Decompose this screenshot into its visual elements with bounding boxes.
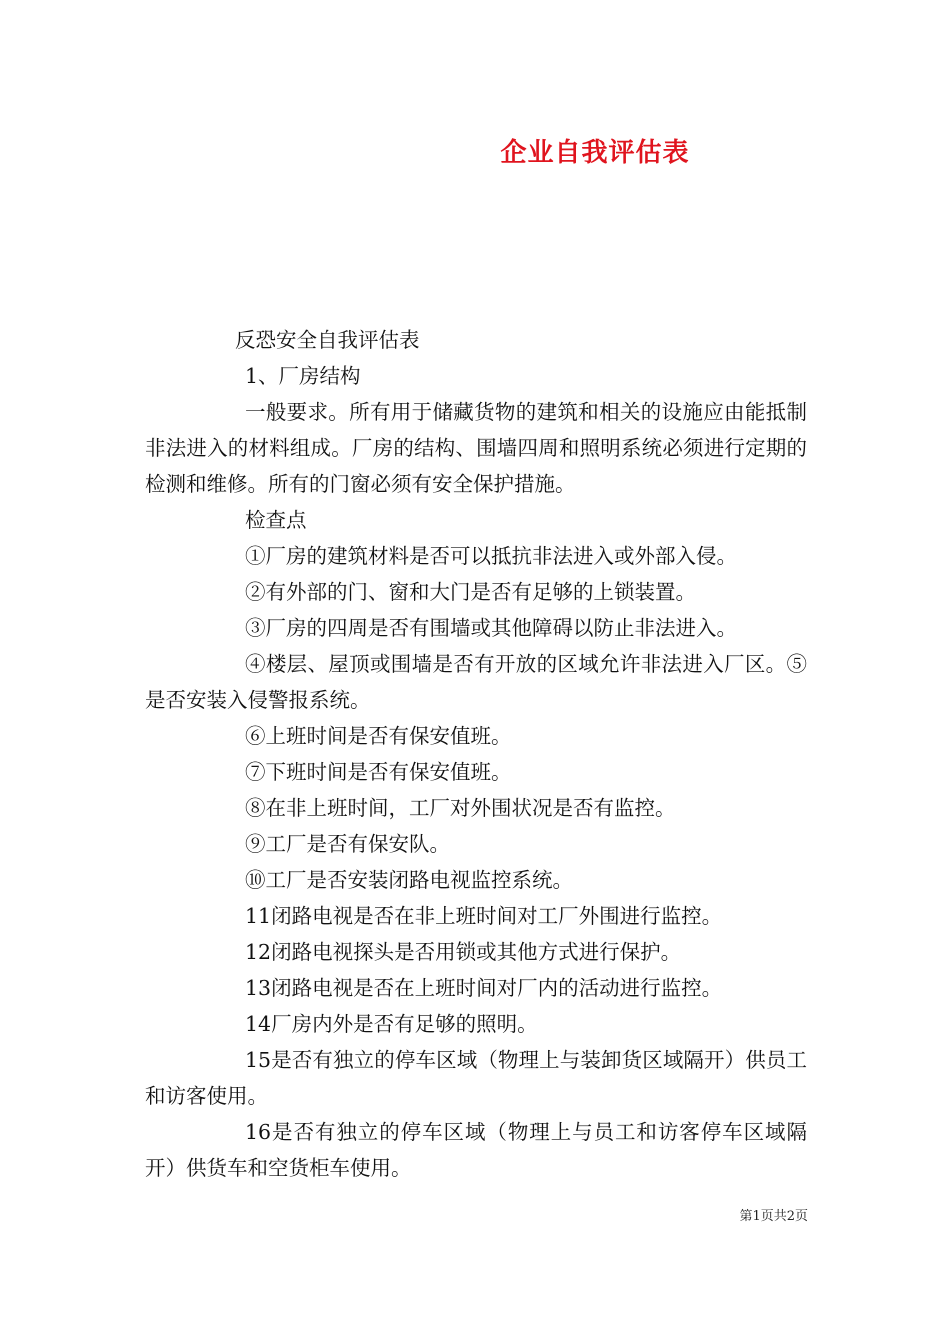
checkpoint-item: ⑦下班时间是否有保安值班。	[245, 760, 512, 784]
checkpoint-item: ⑥上班时间是否有保安值班。	[245, 724, 512, 748]
checkpoint-item: 14厂房内外是否有足够的照明。	[245, 1012, 538, 1036]
checkpoint-item: ①厂房的建筑材料是否可以抵抗非法进入或外部入侵。	[245, 544, 737, 568]
page-footer: 第1页共2页	[739, 1209, 808, 1224]
checkpoints-heading: 检查点	[245, 508, 307, 532]
checkpoint-item: 16是否有独立的停车区域（物理上与员工和访客停车区域隔开）供货车和空货柜车使用。	[145, 1120, 807, 1180]
checkpoint-item: 15是否有独立的停车区域（物理上与装卸货区域隔开）供员工和访客使用。	[145, 1048, 807, 1108]
checkpoint-item: ⑧在非上班时间，工厂对外围状况是否有监控。	[245, 796, 676, 820]
checkpoint-item: ②有外部的门、窗和大门是否有足够的上锁装置。	[245, 580, 696, 604]
subtitle: 反恐安全自我评估表	[235, 328, 420, 352]
checkpoint-item: 13闭路电视是否在上班时间对厂内的活动进行监控。	[245, 976, 723, 1000]
checkpoint-item: 12闭路电视探头是否用锁或其他方式进行保护。	[245, 940, 682, 964]
checkpoint-item: ④楼层、屋顶或围墙是否有开放的区域允许非法进入厂区。⑤是否安装入侵警报系统。	[145, 652, 807, 712]
document-body	[145, 322, 807, 1186]
document-title: 企业自我评估表	[500, 138, 690, 168]
general-requirements: 一般要求。所有用于储藏货物的建筑和相关的设施应由能抵制非法进入的材料组成。厂房的结构、围墙四周和照明系统必须进行定期的检测和维修。所有的门窗必须有安全保护措施。	[145, 400, 807, 496]
section-heading: 1、厂房结构	[245, 364, 361, 388]
checkpoint-item: ⑩工厂是否安装闭路电视监控系统。	[245, 868, 573, 892]
checkpoint-item: ③厂房的四周是否有围墙或其他障碍以防止非法进入。	[245, 616, 737, 640]
checkpoint-item: 11闭路电视是否在非上班时间对工厂外围进行监控。	[245, 904, 723, 928]
checkpoint-item: ⑨工厂是否有保安队。	[245, 832, 450, 856]
